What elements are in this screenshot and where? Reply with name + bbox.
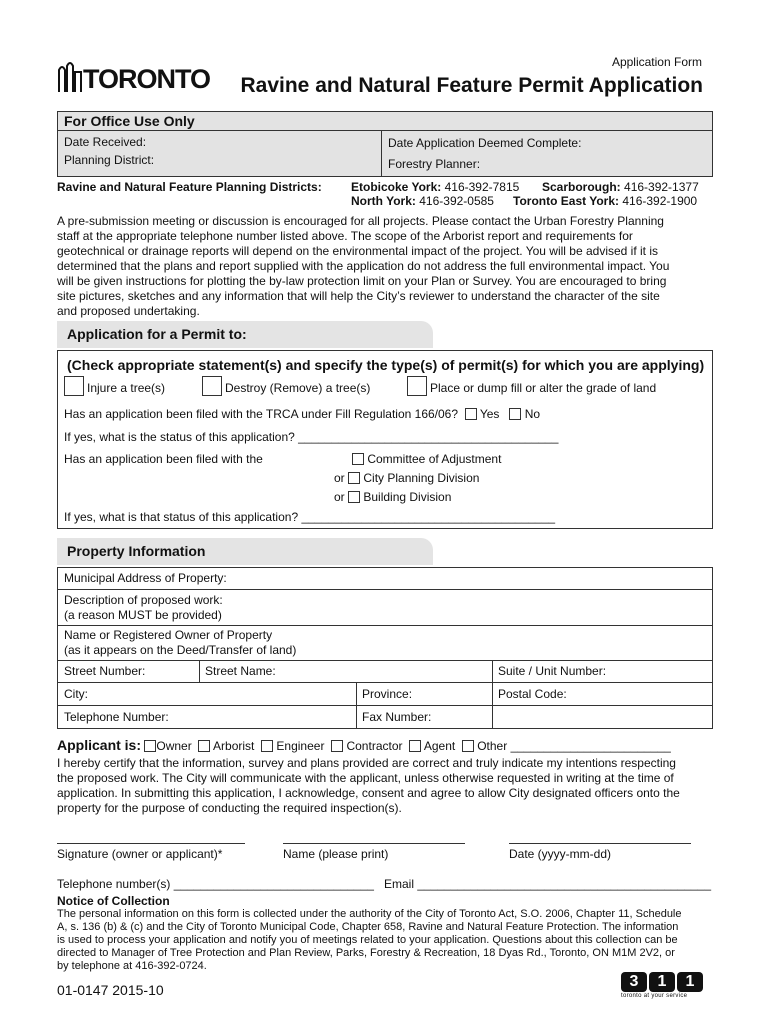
trca-status: If yes, what is the status of this application? _______________________________________ <box>64 430 559 444</box>
agent-option-label: Agent <box>423 739 456 753</box>
trca-yes-checkbox[interactable] <box>465 408 477 420</box>
property-table <box>57 567 713 729</box>
description-line: Description of proposed work: <box>64 593 223 607</box>
city-hall-icon <box>57 62 83 92</box>
planning-district-label: Planning District: <box>64 153 155 167</box>
permit-option-injure[interactable] <box>64 376 165 396</box>
suite-label: Suite / Unit Number: <box>498 664 607 678</box>
street-name-label: Street Name: <box>205 664 276 678</box>
province-label: Province: <box>362 687 413 701</box>
description-note: (a reason MUST be provided) <box>64 608 222 622</box>
intro-line: site pictures, sketches and any information that will help the City’s reviewer to understand the character of the site <box>57 289 660 303</box>
or-label: or <box>334 471 345 485</box>
coa-label: Committee of Adjustment <box>367 452 502 466</box>
cpd-option[interactable] <box>334 471 479 485</box>
bd-label: Building Division <box>363 490 452 504</box>
that-status: If yes, what is that status of this application? ______________________________________ <box>64 510 556 524</box>
coa-option[interactable] <box>352 452 501 466</box>
other-option-label: Other ________________________ <box>477 739 671 753</box>
form-type-label: Application Form <box>611 55 702 69</box>
signature-label: Signature (owner or applicant)* <box>57 847 223 861</box>
district-etobicoke-phone: 416-392-7815 <box>444 180 520 194</box>
contractor-option-label: Contractor <box>346 739 403 753</box>
permit-instruction: (Check appropriate statement(s) and specify the type(s) of permit(s) for which you are applying) <box>67 357 705 373</box>
certify-line: application. In submitting this application, I acknowledge, consent and agree to allow City designated officers onto the <box>57 786 680 800</box>
district-etobicoke <box>351 180 519 194</box>
owner-note: (as it appears on the Deed/Transfer of land) <box>64 643 297 657</box>
trca-yes-label: Yes <box>479 407 500 421</box>
date-line[interactable] <box>509 843 691 844</box>
district-eastyork <box>513 194 697 208</box>
notice-line: A, s. 136 (b) & (c) and the City of Toronto Municipal Code, Chapter 658, Ravine and Natural Feature Protection. The information <box>57 921 679 933</box>
office-left-column <box>58 131 382 177</box>
form-number: 01-0147 2015-10 <box>57 982 164 998</box>
certify-line: property for the purpose of conducting the required inspection(s). <box>57 801 402 815</box>
or-label: or <box>334 490 345 504</box>
filed-with-label: Has an application been filed with the <box>64 452 263 466</box>
district-eastyork-name: Toronto East York: <box>513 194 620 208</box>
intro-line: staff at the appropriate telephone number listed above. The scope of the Arborist report and requirements for <box>57 229 633 243</box>
trca-question <box>64 407 540 421</box>
logo-311 <box>621 972 711 1002</box>
applicant-telephone-field[interactable]: Telephone number(s) ______________________________ <box>57 877 374 891</box>
trca-no-checkbox[interactable] <box>509 408 521 420</box>
date-complete-label: Date Application Deemed Complete: <box>388 136 582 150</box>
intro-line: will be given instructions for plotting the by-law protection limit on your Plan or Survey. You are encouraged to bring <box>57 274 667 288</box>
name-line[interactable] <box>283 843 465 844</box>
intro-line: and proposed undertaking. <box>57 304 200 318</box>
address-label: Municipal Address of Property: <box>64 571 227 585</box>
toronto-logo <box>57 60 211 94</box>
applicant-label: Applicant is: <box>57 737 142 753</box>
notice-heading: Notice of Collection <box>57 894 170 908</box>
fax-label: Fax Number: <box>362 710 432 724</box>
forestry-planner-label: Forestry Planner: <box>388 157 481 171</box>
digit-1: 1 <box>649 972 675 992</box>
permit-option-place[interactable] <box>407 376 656 396</box>
digit-1b: 1 <box>677 972 703 992</box>
district-northyork <box>351 194 494 208</box>
arborist-checkbox[interactable] <box>198 740 210 752</box>
notice-line: by telephone at 416-392-0724. <box>57 960 207 972</box>
cpd-label: City Planning Division <box>363 471 480 485</box>
intro-line: A pre-submission meeting or discussion is encouraged for all projects. Please contact the Urban Forestry Planning <box>57 214 664 228</box>
district-scarborough <box>542 180 699 194</box>
date-received-label: Date Received: <box>64 135 147 149</box>
logo-311-digits <box>621 972 711 992</box>
office-use-box <box>57 111 713 177</box>
districts-label: Ravine and Natural Feature Planning Districts: <box>57 180 322 194</box>
digit-3: 3 <box>621 972 647 992</box>
office-use-heading: For Office Use Only <box>58 112 712 131</box>
owner-label <box>58 626 302 660</box>
engineer-checkbox[interactable] <box>261 740 273 752</box>
destroy-checkbox[interactable] <box>202 376 222 396</box>
injure-label: Injure a tree(s) <box>87 381 166 395</box>
street-number-label: Street Number: <box>64 664 146 678</box>
postal-label: Postal Code: <box>498 687 567 701</box>
arborist-option-label: Arborist <box>213 739 255 753</box>
cpd-checkbox[interactable] <box>348 472 360 484</box>
notice-line: is used to process your application and notify you of meetings related to your application. Questions about this collection can be <box>57 934 678 946</box>
owner-checkbox[interactable] <box>144 740 156 752</box>
description-label <box>58 591 229 625</box>
office-right-column <box>382 131 712 177</box>
bd-checkbox[interactable] <box>348 491 360 503</box>
city-label: City: <box>64 687 88 701</box>
signature-line[interactable] <box>57 843 245 844</box>
owner-option-label: Owner <box>156 739 192 753</box>
district-eastyork-phone: 416-392-1900 <box>622 194 698 208</box>
date-label: Date (yyyy-mm-dd) <box>509 847 612 861</box>
notice-line: The personal information on this form is collected under the authority of the City of Toronto Act, S.O. 2006, Chapter 11, Schedule <box>57 908 682 920</box>
agent-checkbox[interactable] <box>409 740 421 752</box>
bd-option[interactable] <box>334 490 451 504</box>
applicant-email-field[interactable]: Email ____________________________________________ <box>384 877 711 891</box>
permit-option-destroy[interactable] <box>202 376 370 396</box>
logo-311-tagline: toronto at your service <box>621 993 688 999</box>
owner-line: Name or Registered Owner of Property <box>64 628 273 642</box>
logo-text: TORONTO <box>83 64 211 94</box>
name-print-label: Name (please print) <box>283 847 389 861</box>
telephone-label: Telephone Number: <box>64 710 169 724</box>
notice-line: directed to Manager of Tree Protection and Plan Review, Parks, Forestry & Recreation, 18 Dyas Rd., Toronto, ON M1M 2V2, or <box>57 947 675 959</box>
certify-line: I hereby certify that the information, survey and plans provided are correct and truly indicate my intentions respecting <box>57 756 676 770</box>
place-label: Place or dump fill or alter the grade of land <box>430 381 657 395</box>
coa-checkbox[interactable] <box>352 453 364 465</box>
other-checkbox[interactable] <box>462 740 474 752</box>
contractor-checkbox[interactable] <box>331 740 343 752</box>
page-title: Ravine and Natural Feature Permit Application <box>240 74 703 97</box>
injure-checkbox[interactable] <box>64 376 84 396</box>
intro-line: determined that the plans and report supplied with the application do not address the full environmental impact. You <box>57 259 670 273</box>
district-northyork-name: North York: <box>351 194 416 208</box>
property-section-tab: Property Information <box>57 538 433 565</box>
permit-box <box>57 350 713 529</box>
place-checkbox[interactable] <box>407 376 427 396</box>
destroy-label: Destroy (Remove) a tree(s) <box>225 381 371 395</box>
applicant-row <box>57 737 671 753</box>
district-scarborough-name: Scarborough: <box>542 180 621 194</box>
certify-line: the proposed work. The City will communicate with the applicant, unless otherwise requested in writing at the time of <box>57 771 674 785</box>
engineer-option-label: Engineer <box>276 739 325 753</box>
certify-paragraph <box>57 756 713 816</box>
trca-no-label: No <box>524 407 541 421</box>
intro-line: geotechnical or drainage reports will depend on the environmental impact of the project. You will be advised if it is <box>57 244 659 258</box>
notice-of-collection <box>57 895 713 973</box>
district-scarborough-phone: 416-392-1377 <box>624 180 699 194</box>
district-etobicoke-name: Etobicoke York: <box>351 180 442 194</box>
district-northyork-phone: 416-392-0585 <box>419 194 494 208</box>
trca-question-text: Has an application been filed with the TRCA under Fill Regulation 166/06? <box>64 407 459 421</box>
intro-paragraph <box>57 214 713 319</box>
permit-section-tab: Application for a Permit to: <box>57 321 433 348</box>
